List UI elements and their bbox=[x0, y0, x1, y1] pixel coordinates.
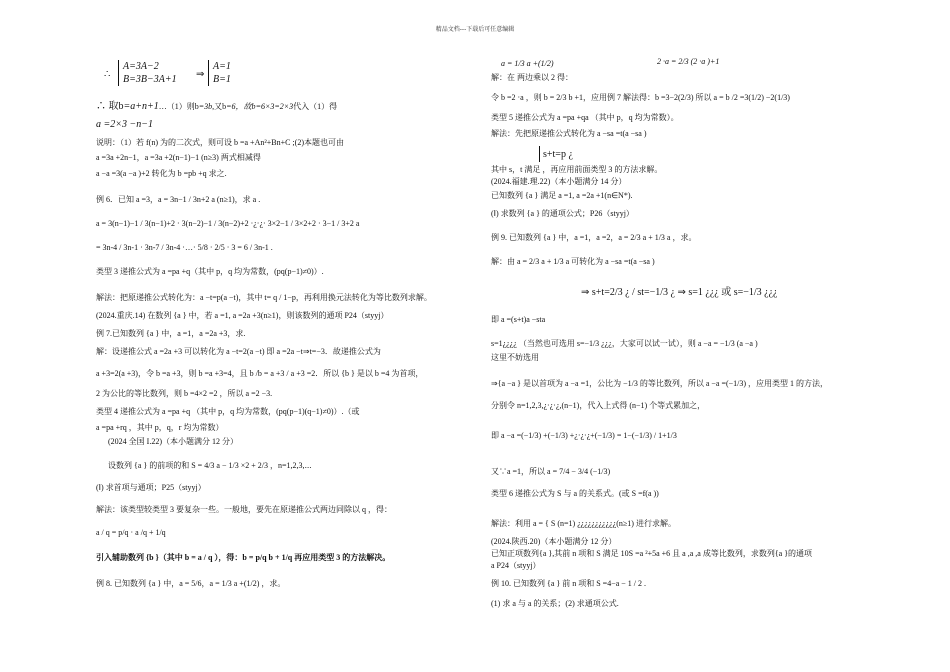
example-8: 例 8. 已知数列 {a } 中，a = 5/6，a = 1/3 a +(1/2) ，求。 bbox=[96, 579, 286, 588]
system-line-1: A=3A−2 bbox=[123, 61, 159, 72]
text-line-r24: 已知正项数列{a },其前 n 项和 S 满足 10S =a ²+5a +6 且 a ,a ,a 成等比数列，求数列{a }的通项 bbox=[491, 549, 813, 558]
text-line-r2: 解：在 两边乘以 2 得： bbox=[491, 73, 573, 82]
text-line-r13: ⇒ s+t=2/3 ¿ / st=−1/3 ¿ ⇒ s=1 ¿¿¿ 或 s=−1/3 ¿¿¿ bbox=[581, 287, 778, 298]
text-line-r1: a = 1/3 a +(1/2) bbox=[501, 59, 554, 68]
system-equations-1 bbox=[118, 60, 177, 86]
type-6-heading: 类型 6 递推公式为 S 与 a 的关系式。(或 S =f(a )) bbox=[491, 489, 659, 498]
page-header: 精品文档---下载后可任意编辑 bbox=[435, 26, 515, 33]
text-line-r3: 令 b =2 ·a ，则 b = 2/3 b +1，应用例 7 解法得：b =3−2(2/3) 所以 a = b /2 =3(1/2) −2(1/3) bbox=[491, 93, 790, 102]
text-line-r10: (Ⅰ) 求数列 {a } 的通项公式；P26（styyj） bbox=[491, 209, 634, 218]
l3-part-e: =3b bbox=[198, 102, 213, 111]
auxiliary-sequence-line: 引入辅助数列 {b }（其中 b = a / q ），得：b = p/q b + 1/q 再应用类型 3 的方法解决。 bbox=[96, 553, 391, 562]
text-line-l15: 解：设递推公式 a =2a +3 可以转化为 a −t=2(a −t) 即 a =2a −t⇒t=−3．故递推公式为 bbox=[96, 347, 381, 356]
text-line-r12: 解：由 a = 2/3 a + 1/3 a 可转化为 a −sa =t(a −sa ) bbox=[491, 257, 655, 266]
text-line-r18: 分别令 n=1,2,3,¿·¿·¿,(n−1)，代入上式得 (n−1) 个等式累加之， bbox=[491, 401, 706, 410]
text-line-l13: (2024.重庆.14) 在数列 {a } 中，若 a =1, a =2a +3(n≥1)，则该数列的通项 P24（styyj） bbox=[96, 311, 389, 320]
text-line-r27: (1) 求 a 与 a 的关系；(2) 求通项公式. bbox=[491, 599, 619, 608]
text-line-l23: 解法：该类型较类型 3 要复杂一些。一般地，要先在原递推公式两边同除以 q ，得： bbox=[96, 505, 392, 514]
text-line-l22: (Ⅰ) 求首项与通项；P25（styyj） bbox=[96, 483, 206, 492]
l3-part-h: =6×3 bbox=[255, 102, 275, 111]
text-line-l24: a / q = p/q · a /q + 1/q bbox=[96, 528, 166, 537]
text-line-r14: 即 a =(s+t)a −sta bbox=[491, 315, 546, 324]
text-line-l5: 说明：（1）若 f(n) 为的二次式，则可设 b =a +An²+Bn+C ;(2)本题也可由 bbox=[96, 138, 344, 147]
solution-line-1: A=1 bbox=[213, 61, 231, 72]
text-line-l4: a =2×3 −n−1 bbox=[96, 119, 153, 130]
text-line-l7: a −a =3(a −a )+2 转化为 b =pb +q 求之. bbox=[96, 169, 227, 178]
implies-arrow: ⇒ bbox=[196, 69, 205, 80]
solution-line-2: B=1 bbox=[213, 74, 231, 85]
condition-s-t: s+t=p ¿ bbox=[543, 149, 573, 160]
text-line-l9: a = 3(n−1)−1 / 3(n−1)+2 · 3(n−2)−1 / 3(n−2)+2 ·¿·¿· 3×2−1 / 3×2+2 · 3−1 / 3+2 a bbox=[96, 219, 360, 228]
text-line-l20: (2024 全国 I.22)（本小题满分 12 分） bbox=[108, 437, 238, 446]
text-line-l3 bbox=[96, 102, 337, 112]
text-line-l12: 解法：把原递推公式转化为：a −t=p(a −t)，其中 t= q / 1−p，再利用换元法转化为等比数列求解。 bbox=[96, 293, 432, 302]
example-9: 例 9. 已知数列 {a } 中，a =1，a =2，a = 2/3 a + 1/3 a ，求。 bbox=[491, 233, 697, 242]
system-line-2: B=3B−3A+1 bbox=[123, 74, 177, 85]
text-line-r7: 其中 s，t 满足 ，再应用前面类型 3 的方法求解。 bbox=[491, 165, 663, 174]
l3-part-d: …（1）则b bbox=[158, 102, 199, 111]
l3-part-g: =6，故b bbox=[226, 102, 256, 111]
text-line-r19: 即 a −a =(−1/3) +(−1/3) +¿·¿·¿+(−1/3) = 1−(−1/3) / 1+1/3 bbox=[491, 431, 677, 440]
text-line-l17: 2 为公比的等比数列，则 b =4×2 =2 ，所以 a =2 −3. bbox=[96, 389, 273, 398]
text-line-r16: 这里不妨选用 bbox=[491, 353, 539, 362]
example-7: 例 7.已知数列 {a } 中，a =1，a =2a +3，求. bbox=[96, 329, 246, 338]
system-solution-1 bbox=[208, 60, 231, 86]
type-4-heading: 类型 4 递推公式为 a =pa +q （其中 p，q 均为常数，(pq(p−1)(q−1)≠0)）.（或 bbox=[96, 407, 360, 416]
text-line-r5: 解法：先把原递推公式转化为 a −sa =t(a −sa ) bbox=[491, 129, 647, 138]
l3-part-c: +n+1 bbox=[135, 101, 159, 112]
therefore-symbol: ∴ bbox=[104, 69, 111, 80]
left-brace bbox=[539, 146, 540, 162]
l3-part-a: ∴ 取b bbox=[96, 101, 124, 112]
text-line-l6: a =3a +2n−1，a =3a +2(n−1)−1 (n≥3) 两式相减得 bbox=[96, 153, 261, 162]
text-line-l19: a =pa +rq ，其中 p，q，r 均为常数） bbox=[96, 423, 224, 432]
text-line-l21: 设数列 {a } 的前项的和 S = 4/3 a − 1/3 ×2 + 2/3 ，n=1,2,3,⋯ bbox=[108, 461, 312, 470]
text-line-r8: (2024.福建.理.22)（本小题满分 14 分） bbox=[491, 177, 627, 186]
example-10: 例 10. 已知数列 {a } 前 n 项和 S =4−a − 1 / 2 . bbox=[491, 579, 646, 588]
l3-part-b: =a bbox=[123, 101, 136, 112]
text-line-r23: (2024.陕西.20)（本小题满分 12 分） bbox=[491, 537, 617, 546]
text-line-r9: 已知数列 {a } 满足 a =1, a =2a +1(n∈N*). bbox=[491, 191, 633, 200]
l3-part-i: =2×3 bbox=[274, 102, 294, 111]
text-line-r20: 又∵a =1，所以 a = 7/4 − 3/4 (−1/3) bbox=[491, 467, 611, 476]
l3-part-j: 代入（1）得 bbox=[293, 102, 338, 111]
text-line-l10: = 3n-4 / 3n-1 · 3n-7 / 3n-4 ·…· 5/8 · 2/5 · 3 = 6 / 3n-1 . bbox=[96, 243, 273, 252]
type-5-heading: 类型 5 递推公式为 a =pa +qa （其中 p，q 均为常数）。 bbox=[491, 113, 679, 122]
text-line-r15: s=1¿¿¿¿ （当然也可选用 s=−1/3 ¿¿¿，大家可以试一试），则 a −a = −1/3 (a −a ) bbox=[491, 339, 758, 348]
type-3-heading: 类型 3 递推公式为 a =pa +q（其中 p，q 均为常数，(pq(p−1)≠0)）. bbox=[96, 267, 324, 276]
text-line-r17: ⇒{a −a } 是以首项为 a −a =1，公比为 −1/3 的等比数列，所以 a −a =(−1/3) ，应用类型 1 的方法， bbox=[491, 379, 829, 388]
l3-part-f: ,又b bbox=[212, 102, 227, 111]
text-line-r1b: 2 ·a = 2/3 (2 ·a )+1 bbox=[657, 57, 720, 66]
text-line-l16: a +3=2(a +3)，令 b =a +3，则 b =a +3=4，且 b /b = a +3 / a +3 =2．所以 {b } 是以 b =4 为首项， bbox=[96, 369, 424, 378]
text-line-r22: 解法：利用 a = { S (n=1) ¿¿¿¿¿¿¿¿¿¿¿(n≥1) 进行求解。 bbox=[491, 519, 676, 528]
text-line-r25: a P24（styyj） bbox=[491, 561, 541, 570]
example-6: 例 6．已知 a =3，a = 3n−1 / 3n+2 a (n≥1)，求 a . bbox=[96, 195, 261, 204]
